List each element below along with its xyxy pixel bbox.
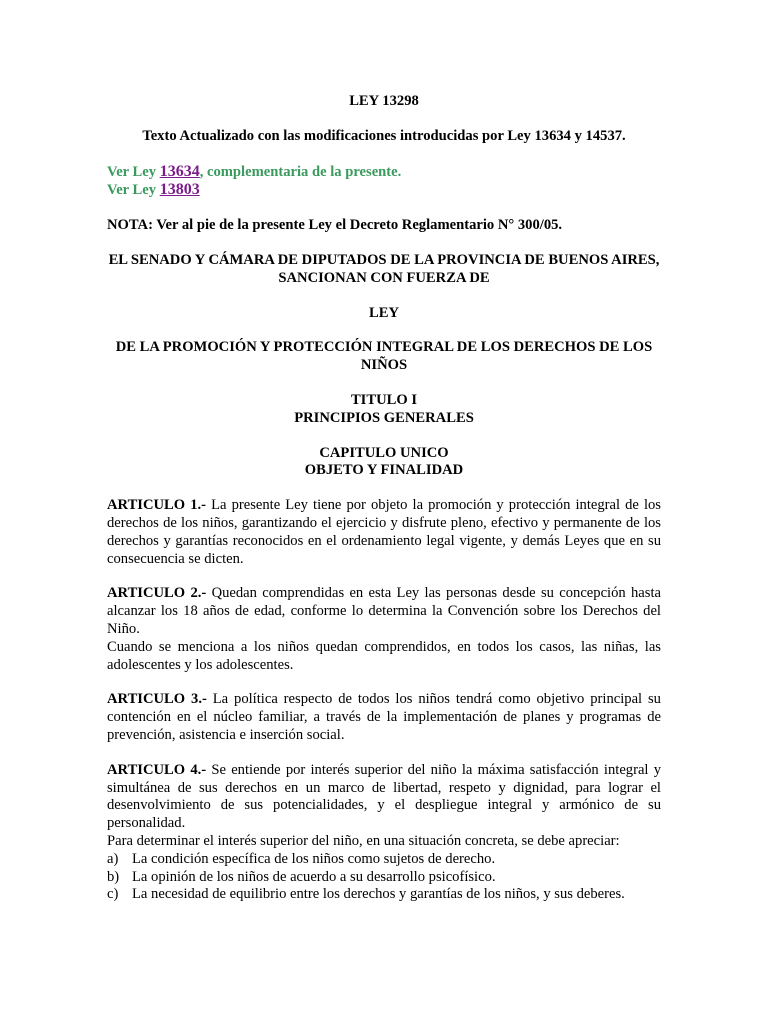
see-also-prefix: Ver Ley <box>107 163 160 180</box>
list-text: La necesidad de equilibrio entre los derechos y garantías de los niños, y sus deberes. <box>132 886 625 903</box>
list-item <box>107 851 661 869</box>
list-item <box>107 869 661 887</box>
article-2-paragraph: Cuando se menciona a los niños quedan comprendidos, en todos los casos, las niñas, las adolescentes y los adolescentes. <box>107 638 661 673</box>
see-also-prefix: Ver Ley <box>107 182 160 199</box>
article-label: ARTICULO 3.- <box>107 691 207 708</box>
document-page <box>107 93 661 904</box>
ley-heading: LEY <box>368 304 399 321</box>
article-label: ARTICULO 4.- <box>107 761 207 778</box>
law-number-heading: LEY 13298 <box>349 93 419 109</box>
list-item <box>107 886 661 904</box>
article-text: Quedan comprendidas en esta Ley las personas desde su concepción hasta alcanzar los 18 años de edad, conforme lo determina la Convención sobre los Derechos del Niño. <box>107 585 661 637</box>
article-label: ARTICULO 2.- <box>107 585 207 602</box>
list-text: La condición específica de los niños como sujetos de derecho. <box>132 850 496 867</box>
list-text: La opinión de los niños de acuerdo a su desarrollo psicofísico. <box>132 868 496 885</box>
list-marker: a) <box>107 850 119 867</box>
capitulo-number: CAPITULO UNICO <box>319 444 449 461</box>
see-also-suffix: , complementaria de la presente. <box>199 163 402 180</box>
article-3 <box>107 691 661 744</box>
article-1 <box>107 497 661 568</box>
updated-text-note: Texto Actualizado con las modificaciones introducidas por Ley 13634 y 14537. <box>142 127 626 144</box>
article-text: Se entiende por interés superior del niño la máxima satisfacción integral y simultánea de sus derechos en un marco de libertad, respeto y dignidad, para lograr el desenvolvimiento de sus potencialidades, y el despliegue integral y armónico de su personalidad. <box>107 761 661 832</box>
article-2 <box>107 585 661 638</box>
law-title: DE LA PROMOCIÓN Y PROTECCIÓN INTEGRAL DE LOS DERECHOS DE LOS NIÑOS <box>115 339 653 374</box>
article-4-paragraph: Para determinar el interés superior del niño, en una situación concreta, se debe apreciar: <box>107 832 620 849</box>
titulo-number: TITULO I <box>350 391 418 408</box>
see-also-line-1 <box>107 163 661 182</box>
article-label: ARTICULO 1.- <box>107 497 207 514</box>
titulo-name: PRINCIPIOS GENERALES <box>294 409 474 426</box>
article-4 <box>107 762 661 833</box>
list-marker: b) <box>107 868 120 885</box>
see-also-line-2 <box>107 181 661 200</box>
capitulo-name: OBJETO Y FINALIDAD <box>304 462 464 479</box>
decree-note: NOTA: Ver al pie de la presente Ley el Decreto Reglamentario N° 300/05. <box>107 217 563 234</box>
enactment-formula: EL SENADO Y CÁMARA DE DIPUTADOS DE LA PROVINCIA DE BUENOS AIRES, SANCIONAN CON FUERZA DE <box>108 251 660 286</box>
article-text: La presente Ley tiene por objeto la promoción y protección integral de los derechos de los niños, garantizando el ejercicio y disfrute pleno, efectivo y permanente de los derechos y garantías reconocidos en el ordenamiento legal vigente, y demás Leyes que en su consecuencia se dicten. <box>107 497 661 567</box>
law-13803-link[interactable]: 13803 <box>159 181 200 199</box>
law-13634-link[interactable]: 13634 <box>159 162 200 180</box>
article-text: La política respecto de todos los niños tendrá como objetivo principal su contención en el núcleo familiar, a través de la implementación de planes y programas de prevención, asistencia e inserción social. <box>107 691 661 743</box>
list-marker: c) <box>107 886 119 903</box>
